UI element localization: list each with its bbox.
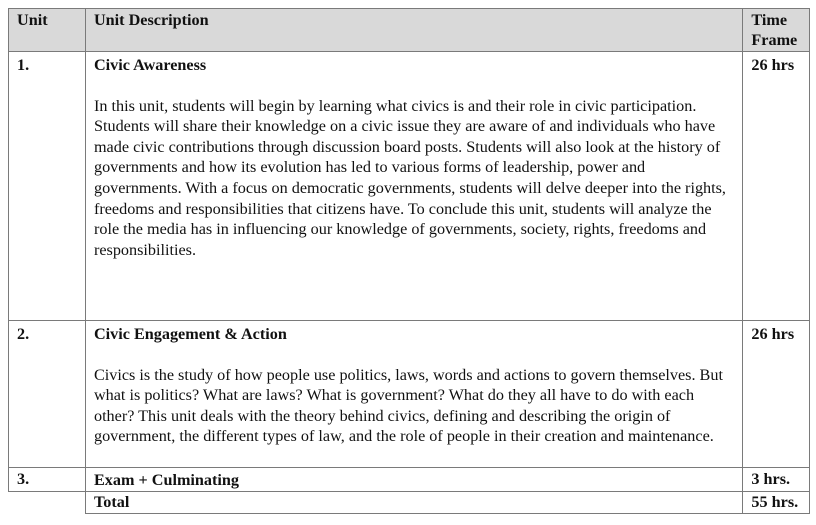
unit-description-text: In this unit, students will begin by learning what civics is and their role in civic participation. Students will share their knowledge on a civic issue they are aware of and individuals who have made civic contributions through discussion board posts. Students will also look at the history of governments and how its evolution has led to various forms of leadership, power and governments. With a focus on democratic governments, students will delve deeper into the rights, freedoms and responsibilities that citizens have. To conclude this unit, students will analyze the role the media has in influencing our knowledge of governments, society, rights, freedoms and responsibilities. [93, 96, 726, 259]
unit-number: 2. [9, 321, 86, 468]
unit-time-frame: 26 hrs [743, 321, 810, 468]
header-unit-description: Unit Description [85, 9, 742, 52]
table-row [9, 321, 810, 468]
table-row [9, 467, 810, 491]
unit-number: 1. [9, 52, 86, 321]
unit-description-cell [85, 467, 742, 491]
unit-description-cell [85, 52, 742, 321]
total-blank-cell [9, 491, 86, 513]
total-label: Total [85, 491, 742, 513]
unit-description-cell [85, 321, 742, 468]
header-time-frame: Time Frame [743, 9, 810, 52]
unit-title: Exam + Culminating [93, 471, 240, 490]
header-unit: Unit [9, 9, 86, 52]
unit-time-frame: 26 hrs [743, 52, 810, 321]
unit-description-text: Civics is the study of how people use politics, laws, words and actions to govern themselves. But what is politics? What are laws? What is government? What do they all have to do with each other? This unit deals with the theory behind civics, defining and describing the origin of government, the different types of law, and the role of people in their creation and maintenance. [93, 365, 723, 446]
unit-number: 3. [9, 467, 86, 491]
course-units-table [8, 8, 810, 514]
total-time-frame: 55 hrs. [743, 491, 810, 513]
table-header-row [9, 9, 810, 52]
unit-title: Civic Engagement & Action [93, 325, 287, 343]
table-row [9, 52, 810, 321]
unit-title: Civic Awareness [93, 56, 207, 74]
unit-time-frame: 3 hrs. [743, 467, 810, 491]
total-row [9, 491, 810, 513]
